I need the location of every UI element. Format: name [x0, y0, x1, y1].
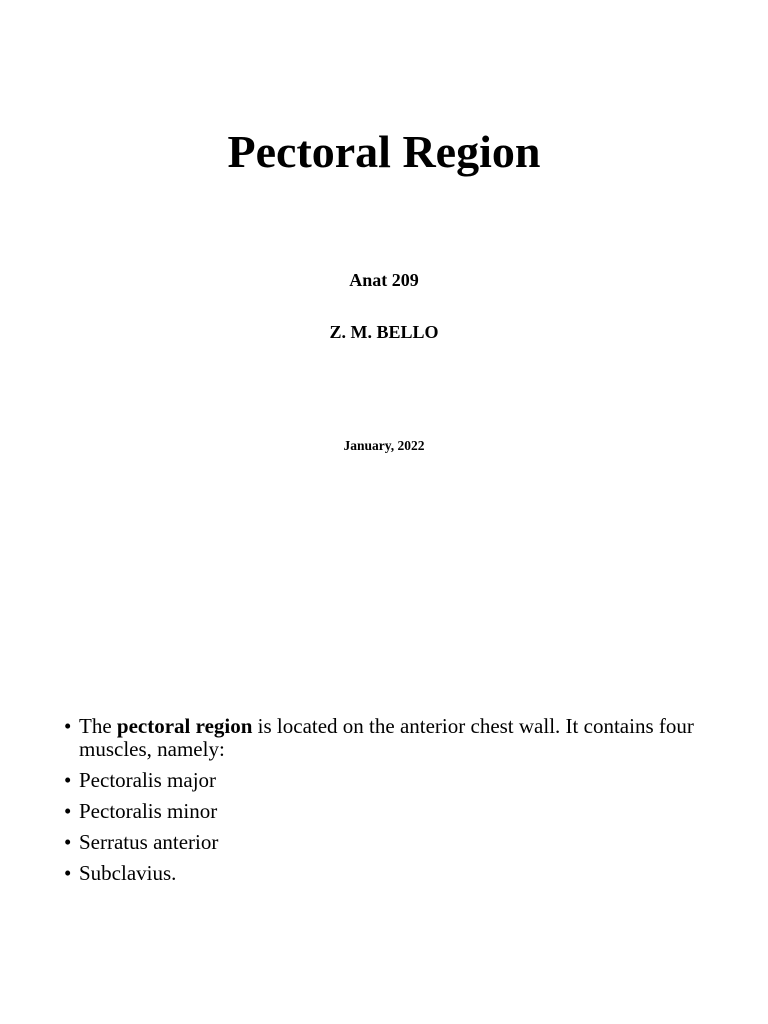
presentation-date: January, 2022	[343, 438, 425, 453]
list-item-intro	[64, 715, 704, 761]
muscle-name: Pectoralis minor	[79, 799, 218, 823]
intro-text-bold: pectoral region	[116, 714, 253, 738]
list-item-muscle	[64, 862, 704, 885]
list-item-muscle	[64, 800, 704, 823]
course-code: Anat 209	[349, 270, 419, 290]
list-item-muscle	[64, 769, 704, 792]
list-item-muscle	[64, 831, 704, 854]
muscle-name: Serratus anterior	[79, 830, 219, 854]
bullet-icon: •	[64, 830, 72, 854]
muscle-name: Subclavius.	[79, 861, 177, 885]
intro-text-before: The	[79, 714, 117, 738]
muscle-name: Pectoralis major	[79, 768, 217, 792]
bullet-icon: •	[64, 799, 72, 823]
bullet-icon: •	[64, 768, 72, 792]
bullet-icon: •	[64, 861, 72, 885]
bullet-list	[64, 715, 704, 893]
bullet-icon: •	[64, 714, 72, 738]
intro-text-after: is located on the anterior chest wall. It contains four muscles, namely:	[79, 714, 694, 761]
author-name: Z. M. BELLO	[329, 322, 439, 342]
page-title: Pectoral Region	[227, 126, 541, 177]
